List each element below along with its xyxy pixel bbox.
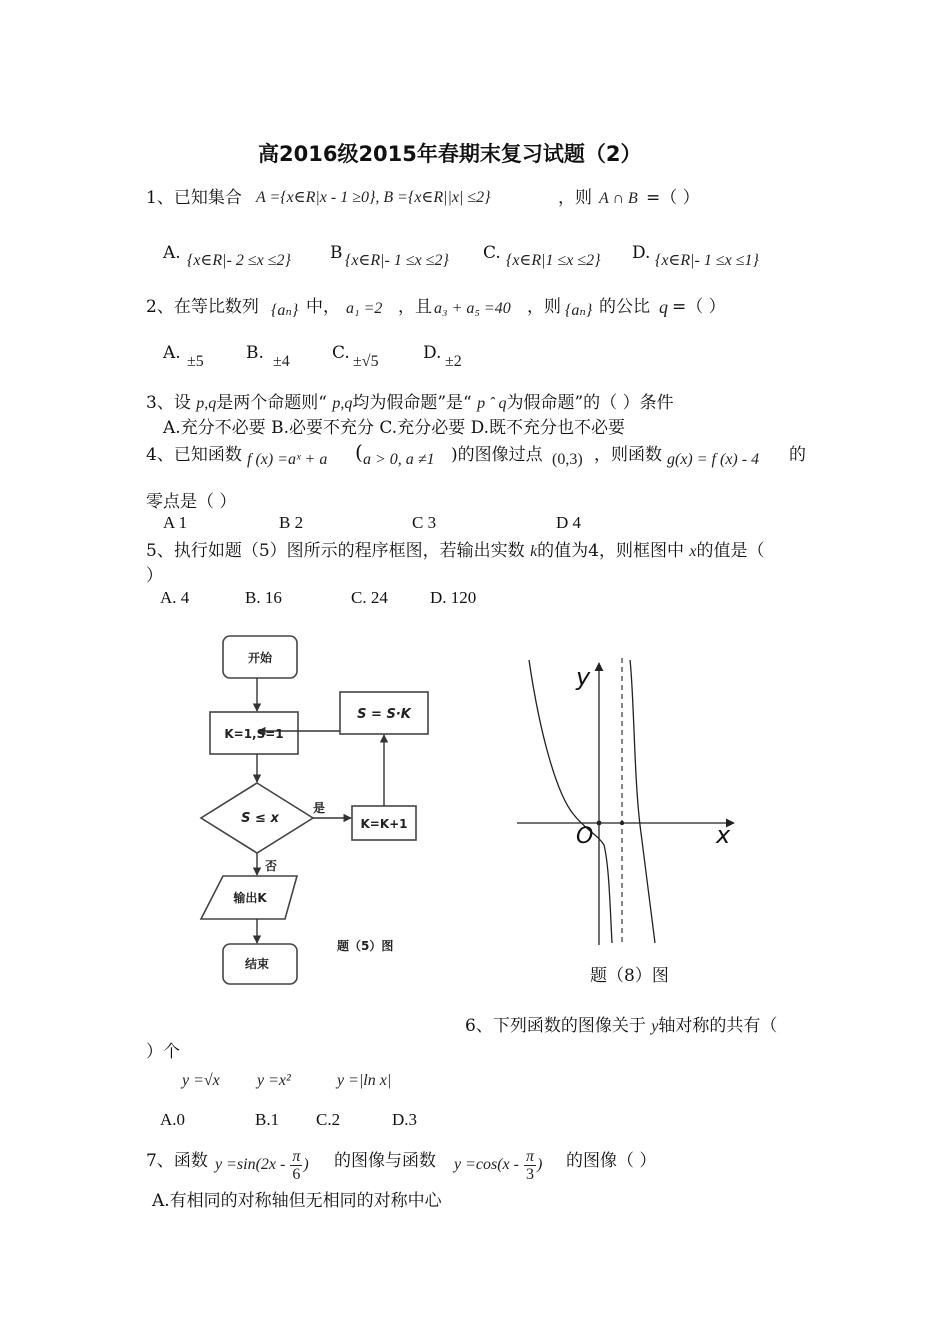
q2-mid: 中， (306, 297, 340, 317)
flow-yes-label: 是 (312, 801, 326, 815)
q4-f: f (x) =aˣ + a (247, 451, 328, 468)
q7-func2 (454, 1148, 542, 1183)
q4-stem (146, 440, 242, 465)
flow-caption: 题（5）图 (337, 939, 394, 953)
q2-tail: =（ ） (672, 297, 726, 317)
q6-option-b: B.1 (255, 1110, 280, 1129)
q5-option-c: C. 24 (351, 588, 388, 607)
q5-option-b: B. 16 (245, 588, 282, 607)
q7-func2-fraction (524, 1148, 536, 1183)
q3-pq2: p,q (332, 395, 353, 412)
q3-number: 3、 (146, 393, 174, 413)
graph-caption: 题（8）图 (590, 966, 669, 986)
q5-x: x (689, 543, 697, 560)
q6-y: y (651, 1018, 659, 1035)
q1-number: 1、 (146, 188, 174, 208)
q1-stem (146, 183, 242, 208)
q2-stem (146, 292, 259, 317)
q3-pq: p,q (196, 395, 217, 412)
q7-func1 (215, 1148, 309, 1183)
q7-number: 7、 (146, 1151, 174, 1171)
q2-seq: {aₙ} (271, 302, 299, 319)
q2-option-b: ±4 (273, 353, 290, 370)
q2-option-c: ±√5 (353, 353, 379, 370)
q1-option-c: {x∈R|1 ≤x ≤2} (506, 252, 601, 269)
q4-point: (0,3) (552, 451, 583, 468)
q7-stem (146, 1146, 208, 1171)
q2-option-d-label: D. (423, 343, 442, 363)
q5-p1: 执行如题（5）图所示的程序框图，若输出实数 (173, 541, 525, 561)
page-title: 高2016级2015年春期末复习试题（2） (258, 142, 642, 166)
q7-func1-prefix: y =sin(2x - (215, 1156, 286, 1174)
q7-func1-fraction (290, 1148, 302, 1183)
q4-p1: 已知函数 (173, 445, 242, 465)
q7-func1-denominator: 6 (292, 1166, 301, 1183)
q2-number: 2、 (146, 297, 174, 317)
q2-then: ，则 (527, 297, 561, 317)
flow-inc-label: K=K+1 (360, 817, 408, 831)
q7-func2-numerator: π (525, 1148, 534, 1165)
flow-cond-label: S ≤ x (241, 811, 279, 826)
q5-p3: 的值是（ (696, 541, 765, 561)
q6-func-3: y =|ln x| (337, 1072, 392, 1089)
flowchart-figure (195, 630, 445, 992)
flow-init-label: K=1,S=1 (224, 727, 284, 741)
q2-q: q (659, 297, 668, 317)
q3-p4: 为假命题”的（ ）条件 (506, 393, 674, 413)
q2-a1: a₁ =2 (346, 300, 383, 317)
q7-func2-close: ) (537, 1156, 543, 1174)
q5-number: 5、 (146, 541, 174, 561)
flow-output-label: 输出K (233, 891, 267, 905)
curve-right-branch (630, 660, 655, 943)
q5-stem (146, 536, 765, 561)
q4-option-a: A 1 (163, 513, 188, 532)
q2-and: ，且 (398, 297, 432, 317)
q1-option-a: {x∈R|- 2 ≤x ≤2} (187, 252, 291, 269)
origin-dot (597, 821, 602, 826)
q1-sets: A ={x∈R|x - 1 ≥0}, B ={x∈R||x| ≤2} (256, 189, 491, 206)
q4-p3: ，则函数 (594, 445, 662, 465)
q7-func1-close: ) (303, 1156, 309, 1174)
q2-option-c-label: C. (332, 343, 350, 363)
q1-option-d: {x∈R|- 1 ≤x ≤1} (655, 252, 759, 269)
q5-option-d: D. 120 (430, 588, 477, 607)
q2-option-b-label: B. (246, 343, 264, 363)
q5-option-a: A. 4 (160, 588, 190, 607)
q5-p2: 的值为4，则框图中 (537, 541, 684, 561)
q4-paren: ( (355, 440, 363, 464)
q4-option-c: C 3 (412, 513, 437, 532)
q3-options: A.充分不必要 B.必要不充分 C.充分必要 D.既不充分也不必要 (163, 418, 626, 438)
q6-stem (465, 1011, 777, 1036)
q7-p3: 的图像（ ） (566, 1151, 657, 1171)
q2-option-a-label: A. (163, 343, 181, 363)
q1-option-b: {x∈R|- 1 ≤x ≤2} (345, 252, 449, 269)
q1-tail: =（ ） (646, 188, 700, 208)
q3-p2: 是两个命题则“ (216, 393, 327, 413)
q6-func-2: y =x² (257, 1072, 291, 1089)
q4-cond: a > 0, a ≠1 (363, 451, 435, 468)
x-axis-label: x (716, 821, 731, 849)
q7-option-a: A.有相同的对称轴但无相同的对称中心 (152, 1191, 442, 1211)
flow-no-label: 否 (264, 859, 278, 873)
q3-stem (146, 388, 674, 413)
q7-p2: 的图像与函数 (334, 1151, 436, 1171)
flow-start-label: 开始 (247, 651, 273, 665)
q5-p4: ） (146, 566, 163, 586)
q2-sum: a₃ + a₅ =40 (434, 300, 511, 317)
q6-option-c: C.2 (316, 1110, 341, 1129)
q5-k: k (530, 543, 538, 560)
q4-number: 4、 (146, 445, 174, 465)
q6-func-1: y =√x (182, 1072, 220, 1089)
flow-update-label: S = S·K (357, 707, 411, 722)
origin-label: O (576, 824, 594, 849)
q1-option-a-label: A. (163, 243, 181, 263)
q7-func1-numerator: π (292, 1148, 301, 1165)
asymptote-dot (620, 821, 624, 825)
q4-p5: 零点是（ ） (146, 492, 237, 512)
q2-stem-text: 在等比数列 (173, 297, 259, 317)
q4-option-d: D 4 (556, 513, 582, 532)
q4-p2: )的图像过点 (451, 445, 543, 465)
q6-option-a: A.0 (160, 1110, 186, 1129)
q1-option-d-label: D. (632, 243, 651, 263)
y-axis-label: y (576, 663, 591, 691)
q2-option-d: ±2 (445, 353, 462, 370)
q4-p4: 的 (789, 445, 806, 465)
q6-number: 6、 (465, 1016, 493, 1036)
function-graph-figure (512, 655, 744, 945)
q6-option-d: D.3 (392, 1110, 418, 1129)
q1-intersection: A ∩ B (599, 190, 638, 207)
q6-p2: 轴对称的共有（ (658, 1016, 778, 1036)
q2-seq2: {aₙ} (565, 302, 593, 319)
q3-p1: 设 (173, 393, 191, 413)
q4-g: g(x) = f (x) - 4 (667, 451, 760, 468)
q6-p3: ）个 (146, 1042, 180, 1062)
q7-p1: 函数 (173, 1151, 208, 1171)
q3-p3: 均为假命题”是“ (352, 393, 472, 413)
q7-func2-prefix: y =cos(x - (454, 1156, 519, 1174)
q1-option-c-label: C. (483, 243, 501, 263)
q2-option-a: ±5 (187, 353, 204, 370)
q1-stem-text: 已知集合 (173, 188, 242, 208)
q4-option-b: B 2 (279, 513, 304, 532)
q6-p1: 下列函数的图像关于 (492, 1016, 646, 1036)
q7-func2-denominator: 3 (525, 1166, 534, 1183)
q3-pandq: p ˆ q (477, 395, 507, 412)
q1-option-b-label: B (330, 243, 343, 263)
q1-then: ，则 (558, 188, 592, 208)
q2-ratio: 的公比 (599, 297, 650, 317)
flow-end-label: 结束 (244, 957, 270, 971)
